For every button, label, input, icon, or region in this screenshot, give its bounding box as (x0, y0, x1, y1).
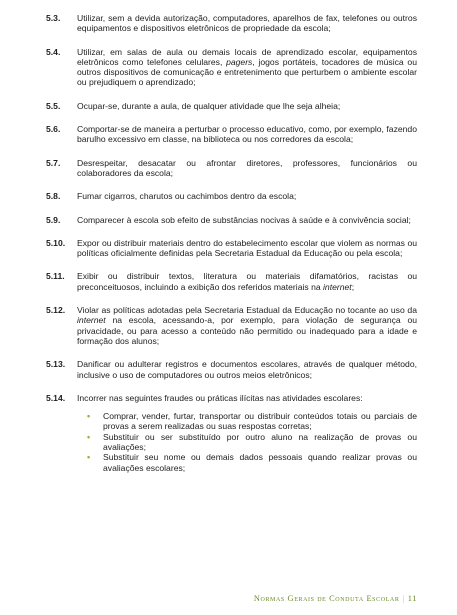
item-number: 5.6. (46, 124, 61, 135)
item-text: Expor ou distribuir materiais dentro do estabelecimento escolar que violem as normas ou políticas oficialmente definidas pela Secretaria Estadual da Educação ou pela escola; (77, 237, 417, 259)
item-text-emphasis: pagers (226, 56, 253, 67)
item-text (77, 393, 417, 473)
list-item (46, 215, 417, 225)
item-number: 5.8. (46, 191, 61, 202)
footer-title: Normas Gerais de Conduta Escolar (253, 594, 400, 603)
item-text-part: Violar as políticas adotadas pela Secretaria Estadual da Educação no tocante ao uso da (77, 305, 417, 316)
item-number: 5.12. (46, 305, 66, 316)
list-item (46, 101, 417, 111)
item-text-emphasis: internet (77, 315, 106, 326)
list-item (46, 393, 417, 473)
bullet-icon: • (87, 411, 91, 422)
list-item (46, 47, 417, 88)
item-text-part: na escola, acessando-a, por exemplo, para violação de segurança ou privacidade, ou para acesso a conteúdo não permitido ou inadequado para a idade e formação dos alunos; (77, 315, 417, 346)
rules-list (46, 13, 417, 473)
item-text: Danificar ou adulterar registros e documentos escolares, através de qualquer método, inclusive o uso de computadores ou outros meios eletrônicos; (77, 359, 417, 380)
sub-item-text: Substituir seu nome ou demais dados pessoais quando realizar provas ou avaliações escolares; (103, 452, 417, 473)
list-item (46, 305, 417, 346)
list-item (46, 271, 417, 292)
sub-list-item (87, 452, 417, 473)
item-text-part: , jogos portáteis, tocadores de música ou outros dispositivos de comunicação e entretenimento que perturbem o ambiente escolar ou prejudiquem o aprendizado; (77, 56, 417, 88)
item-text (77, 271, 417, 292)
item-number: 5.13. (46, 359, 66, 370)
list-item (46, 158, 417, 179)
item-text: Ocupar-se, durante a aula, de qualquer atividade que lhe seja alheia; (77, 100, 341, 111)
sub-list-item (87, 411, 417, 432)
footer-separator: | (402, 594, 405, 603)
bullet-icon: • (87, 452, 91, 463)
item-text-part: Utilizar, em salas de aula ou demais locais de aprendizado escolar, equipamentos eletrônicos como telefones celulares, (77, 46, 417, 67)
bullet-icon: • (87, 431, 91, 442)
item-text-part: ; (351, 281, 355, 292)
item-text: Comportar-se de maneira a perturbar o processo educativo, como, por exemplo, fazendo barulho excessivo em classe, na biblioteca ou nos corredores da escola; (77, 124, 417, 145)
item-text-emphasis: internet (323, 281, 352, 292)
sub-item-text: Comprar, vender, furtar, transportar ou distribuir conteúdos totais ou parciais de provas a serem realizadas ou suas respostas corretas; (103, 411, 417, 432)
list-item (46, 359, 417, 380)
item-text: Desrespeitar, desacatar ou afrontar diretores, professores, funcionários ou colaboradores da escola; (77, 157, 417, 178)
item-text: Utilizar, sem a devida autorização, computadores, aparelhos de fax, telefones ou outros equipamentos e dispositivos eletrônicos de propriedade da escola; (77, 13, 417, 34)
sub-list-item (87, 432, 417, 453)
item-number: 5.7. (46, 157, 61, 168)
item-text-main: Incorrer nas seguintes fraudes ou práticas ilícitas nas atividades escolares: (77, 392, 363, 403)
list-item (46, 13, 417, 34)
sub-list (87, 411, 417, 473)
item-number: 5.5. (46, 100, 61, 111)
item-text (77, 305, 417, 346)
item-number: 5.9. (46, 214, 61, 225)
item-text: Fumar cigarros, charutos ou cachimbos dentro da escola; (77, 191, 297, 202)
list-item (46, 191, 417, 201)
item-text (77, 47, 417, 88)
item-text-part: Exibir ou distribuir textos, literatura ou materiais difamatórios, racistas ou preconceituosos, incluindo a exibição dos referidos materiais na (77, 271, 417, 292)
item-number: 5.3. (46, 13, 61, 23)
item-number: 5.4. (46, 46, 61, 57)
item-number: 5.11. (46, 271, 65, 282)
page-number: 11 (407, 594, 417, 603)
item-number: 5.10. (46, 237, 66, 248)
sub-item-text: Substituir ou ser substituído por outro aluno na realização de provas ou avaliações; (103, 431, 417, 453)
list-item (46, 238, 417, 259)
item-text: Comparecer à escola sob efeito de substâncias nocivas à saúde e à convivência social; (77, 214, 411, 225)
page-footer (254, 594, 417, 603)
item-number: 5.14. (46, 392, 66, 403)
list-item (46, 124, 417, 145)
